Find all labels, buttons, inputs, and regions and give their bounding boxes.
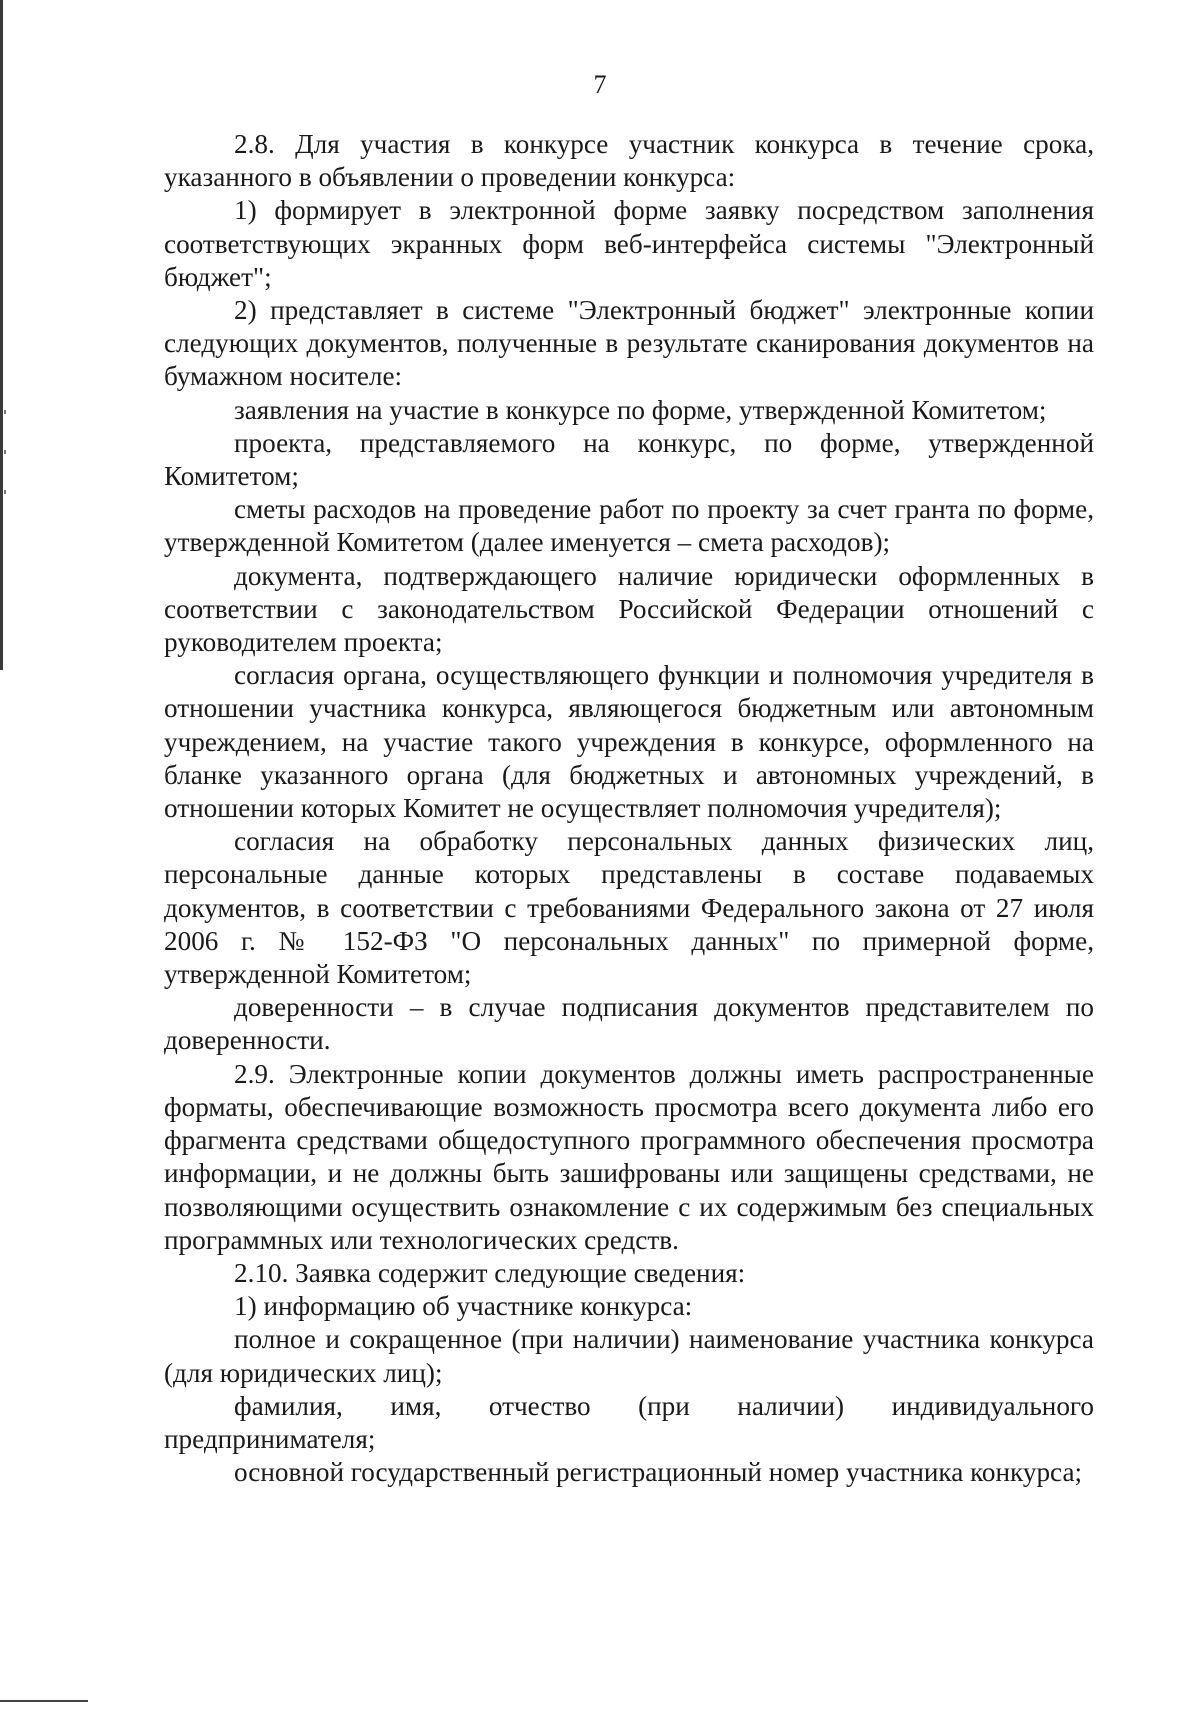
paragraph: 2.10. Заявка содержит следующие сведения:: [234, 1257, 746, 1288]
page-number: 7: [593, 70, 607, 99]
paragraph: 1) формирует в электронной форме заявку посредством заполнения соответствующих экранных форм веб-интерфейса системы "Электронный бюджет";: [164, 195, 1094, 292]
paragraph: сметы расходов на проведение работ по проекту за счет гранта по форме, утвержденной Комитетом (далее именуется – смета расходов);: [164, 494, 1094, 558]
scan-dot-artifact: [4, 450, 6, 454]
scan-dot-artifact: [4, 410, 6, 414]
scan-dot-artifact: [4, 490, 6, 494]
paragraph: согласия органа, осуществляющего функции и полномочия учредителя в отношении участника конкурса, являющегося бюджетным или автономным учреждением, на участие такого учреждения в конкурсе, оформленного на бланке указанного органа (для бюджетных и автономных учреждений, в отношении которых Комитет не осуществляет полномочия учредителя);: [164, 660, 1094, 824]
paragraph: 2.9. Электронные копии документов должны иметь распространенные форматы, обеспечивающие возможность просмотра всего документа либо его фрагмента средствами общедоступного программного обеспечения просмотра информации, и не должны быть зашифрованы или защищены средствами, не позволяющими осуществить ознакомление с их содержимым без специальных программных или технологических средств.: [164, 1058, 1094, 1255]
paragraph: полное и сокращенное (при наличии) наименование участника конкурса (для юридических лиц);: [164, 1324, 1094, 1388]
paragraph: документа, подтверждающего наличие юридически оформленных в соответствии с законодательством Российской Федерации отношений с руководителем проекта;: [164, 560, 1094, 658]
paragraph: 1) информацию об участнике конкурса:: [234, 1291, 693, 1322]
paragraph: согласия на обработку персональных данных физических лиц, персональные данные которых представлены в составе подаваемых документов, в соответствии с требованиями Федерального закона от 27 июля 2006 г. № 152-ФЗ "О персональных данных" по примерной форме, утвержденной Комитетом;: [164, 826, 1094, 990]
scan-edge-artifact: [0, 1700, 88, 1702]
paragraph: 2.8. Для участия в конкурсе участник конкурса в течение срока, указанного в объявлении о проведении конкурса:: [164, 129, 1094, 193]
paragraph: основной государственный регистрационный номер участника конкурса;: [234, 1457, 1083, 1488]
paragraph: заявления на участие в конкурсе по форме, утвержденной Комитетом;: [234, 394, 1047, 425]
scan-edge-artifact: [0, 0, 3, 670]
paragraph: доверенности – в случае подписания документов представителем по доверенности.: [164, 992, 1094, 1056]
paragraph: 2) представляет в системе "Электронный бюджет" электронные копии следующих документов, полученные в результате сканирования документов на бумажном носителе:: [164, 295, 1094, 392]
document-body: [164, 128, 1094, 1489]
paragraph: проекта, представляемого на конкурс, по форме, утвержденной Комитетом;: [164, 427, 1094, 492]
paragraph: фамилия, имя, отчество (при наличии) индивидуального предпринимателя;: [164, 1390, 1094, 1454]
